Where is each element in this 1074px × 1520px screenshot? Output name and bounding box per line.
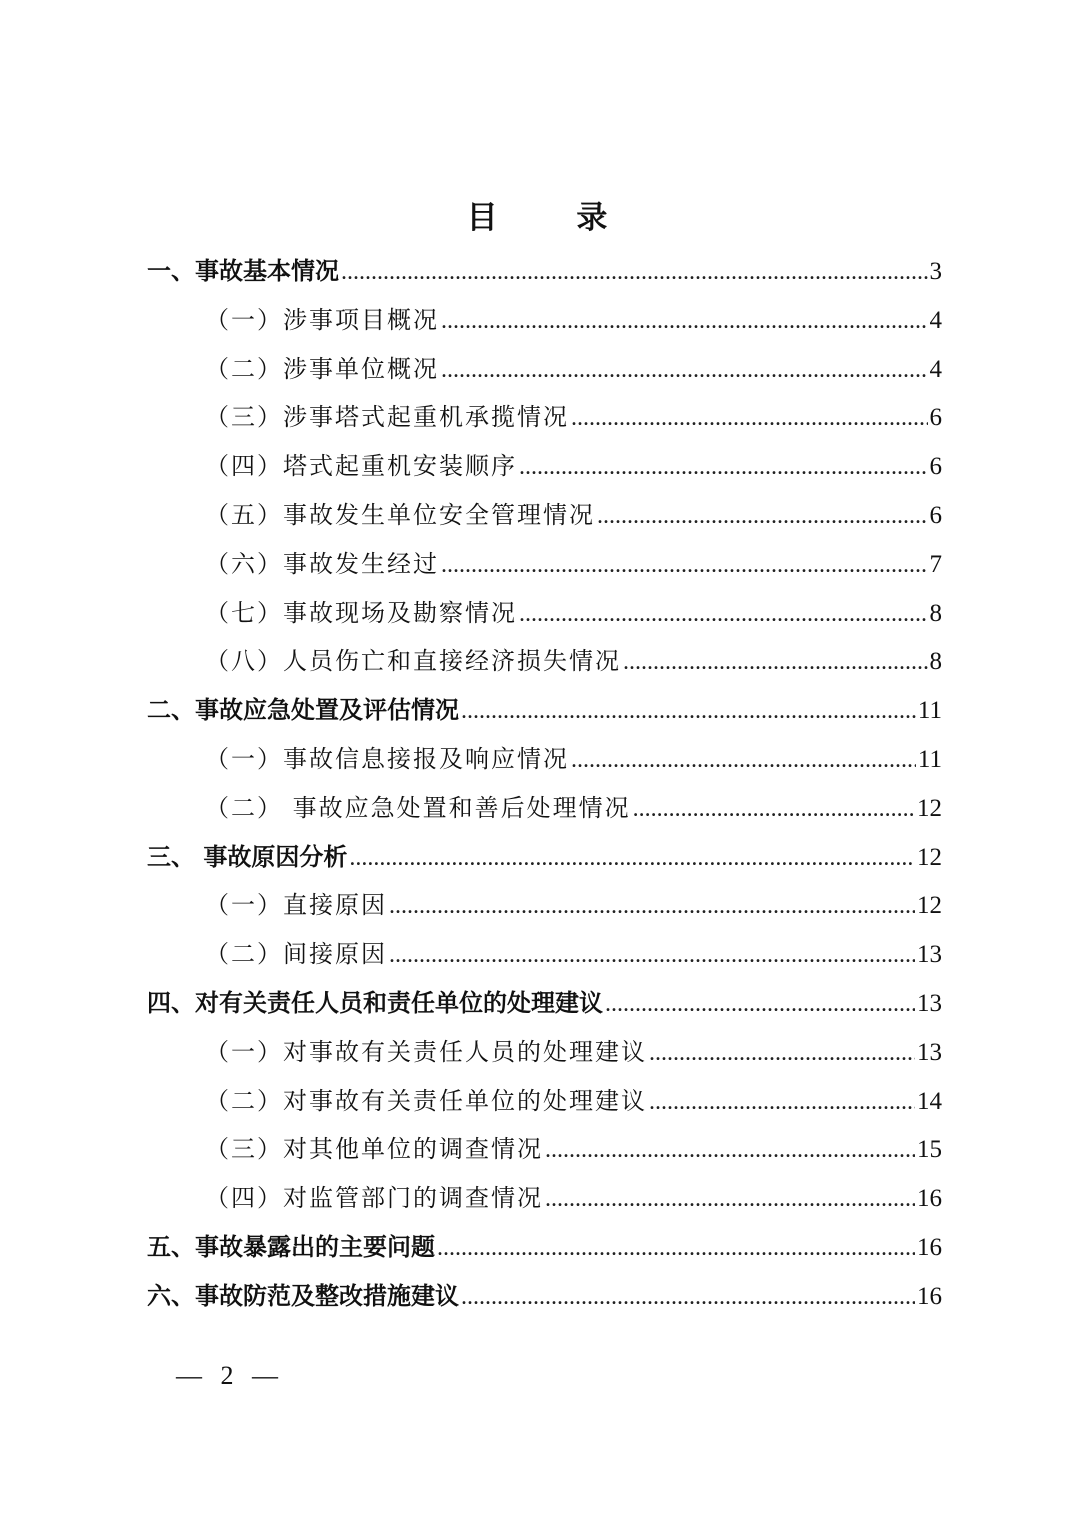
toc-entry-label: （一）对事故有关责任人员的处理建议 [205,1037,647,1066]
toc-subsection-entry[interactable] [147,735,942,784]
toc-entry-label: 一、事故基本情况 [147,257,339,285]
toc-subsection-entry[interactable] [147,1125,942,1174]
dot-leader [545,1175,915,1224]
toc-entry-label: （七）事故现场及勘察情况 [205,598,517,627]
toc-section-entry[interactable] [147,833,942,882]
dot-leader [649,1029,915,1078]
toc-entry-label: 五、事故暴露出的主要问题 [147,1232,435,1261]
dot-leader [519,590,928,639]
toc-entry-page-number: 6 [929,453,942,481]
dot-leader [437,1224,915,1273]
table-of-contents [147,247,942,1321]
toc-section-entry[interactable] [147,686,942,735]
toc-entry-label: （五）事故发生单位安全管理情况 [205,500,595,529]
toc-entry-label: （一）事故信息接报及响应情况 [205,744,569,773]
toc-entry-page-number: 4 [929,306,942,334]
toc-entry-page-number: 4 [929,355,942,383]
toc-entry-page-number: 16 [917,1282,942,1310]
toc-subsection-entry[interactable] [147,393,942,442]
toc-entry-page-number: 16 [917,1233,942,1261]
toc-subsection-entry[interactable] [147,1077,942,1126]
toc-entry-label: （八）人员伤亡和直接经济损失情况 [205,647,621,676]
dot-leader [571,736,916,785]
toc-entry-label: 四、对有关责任人员和责任单位的处理建议 [147,988,603,1017]
toc-section-entry[interactable] [147,247,942,296]
dot-leader [605,980,915,1029]
toc-entry-label: （三）对其他单位的调查情况 [205,1135,543,1164]
dot-leader [441,541,928,590]
toc-entry-page-number: 11 [917,697,942,725]
dot-leader [633,785,915,834]
toc-section-entry[interactable] [147,1223,942,1272]
toc-subsection-entry[interactable] [147,637,942,686]
toc-subsection-entry[interactable] [147,1028,942,1077]
dot-leader [441,297,928,346]
toc-subsection-entry[interactable] [147,1174,942,1223]
toc-entry-label: 六、事故防范及整改措施建议 [147,1281,459,1310]
toc-entry-page-number: 14 [917,1087,942,1115]
toc-subsection-entry[interactable] [147,881,942,930]
dot-leader [649,1078,915,1127]
toc-subsection-entry[interactable] [147,345,942,394]
dot-leader [545,1126,915,1175]
toc-entry-label: （二） 事故应急处置和善后处理情况 [205,793,631,822]
toc-subsection-entry[interactable] [147,540,942,589]
dot-leader [389,931,915,980]
dot-leader [461,687,916,736]
toc-title: 目 录 [466,200,642,236]
toc-subsection-entry[interactable] [147,589,942,638]
toc-entry-page-number: 7 [929,550,942,578]
toc-entry-page-number: 8 [929,648,942,676]
toc-entry-label: 二、事故应急处置及评估情况 [147,696,459,725]
toc-entry-label: （六）事故发生经过 [205,549,439,578]
toc-entry-page-number: 12 [917,843,942,871]
toc-entry-label: （四）对监管部门的调查情况 [205,1184,543,1213]
dot-leader [341,248,928,297]
toc-entry-page-number: 12 [917,892,942,920]
page-number-footer: — 2 — [176,1361,284,1390]
toc-subsection-entry[interactable] [147,442,942,491]
toc-entry-label: （一）涉事项目概况 [205,305,439,334]
dot-leader [597,492,928,541]
dot-leader [461,1273,915,1322]
toc-subsection-entry[interactable] [147,296,942,345]
toc-entry-label: 三、 事故原因分析 [147,842,348,871]
toc-entry-page-number: 13 [917,941,942,969]
toc-section-entry[interactable] [147,979,942,1028]
dot-leader [571,394,928,443]
toc-entry-label: （三）涉事塔式起重机承揽情况 [205,403,569,432]
toc-entry-label: （二）涉事单位概况 [205,354,439,383]
toc-entry-label: （二）间接原因 [205,940,387,969]
dot-leader [349,834,915,883]
toc-entry-page-number: 13 [917,1038,942,1066]
toc-entry-label: （一）直接原因 [205,891,387,920]
toc-subsection-entry[interactable] [147,784,942,833]
toc-subsection-entry[interactable] [147,491,942,540]
toc-section-entry[interactable] [147,1272,942,1321]
dot-leader [389,882,915,931]
toc-entry-label: （二）对事故有关责任单位的处理建议 [205,1086,647,1115]
dot-leader [623,638,928,687]
toc-entry-page-number: 12 [917,794,942,822]
toc-entry-label: （四）塔式起重机安装顺序 [205,452,517,481]
toc-entry-page-number: 8 [929,599,942,627]
toc-entry-page-number: 11 [917,745,942,773]
toc-entry-page-number: 13 [917,989,942,1017]
toc-entry-page-number: 6 [929,501,942,529]
dot-leader [441,346,928,395]
toc-entry-page-number: 3 [929,258,942,285]
toc-subsection-entry[interactable] [147,930,942,979]
toc-entry-page-number: 15 [917,1136,942,1164]
dot-leader [519,443,928,492]
toc-entry-page-number: 16 [917,1185,942,1213]
toc-entry-page-number: 6 [929,404,942,432]
